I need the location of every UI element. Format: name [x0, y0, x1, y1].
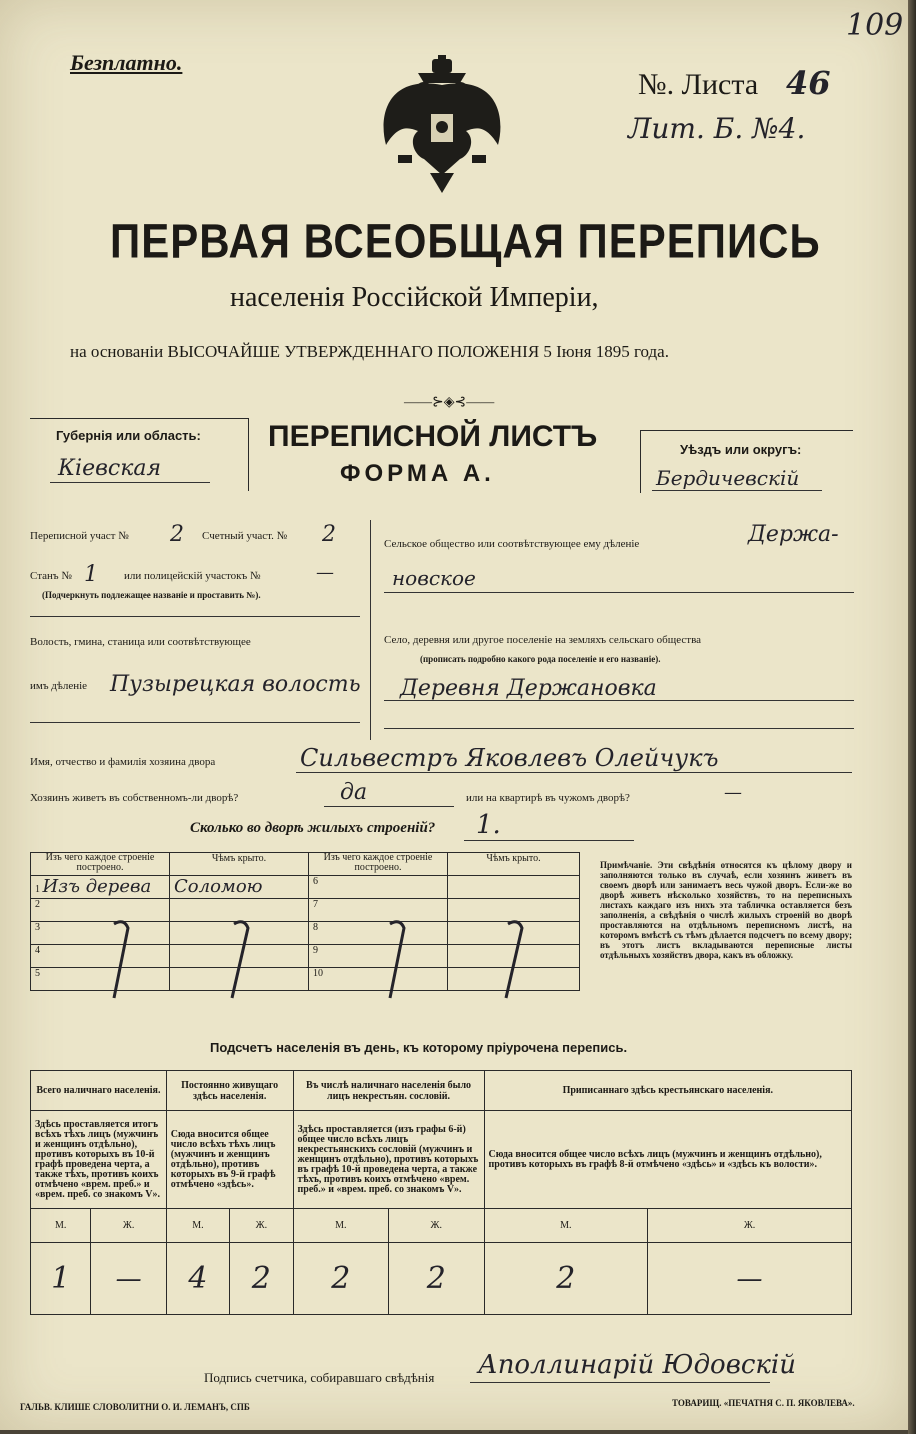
- buildings-col-material-2: Изъ чего каждое строеніе построено.: [309, 853, 448, 876]
- desc-registered-peasant: Сюда вносится общее число всѣхъ лицъ (мужчинъ и женщинъ отдѣльно), противъ которыхъ въ графѣ 8-й отмѣчено «здѣсь» и «здѣсь къ волости».: [484, 1111, 851, 1209]
- sheet-letter-code: Лит. Б. №4.: [628, 112, 806, 145]
- permanent-female: 2: [230, 1243, 293, 1315]
- permanent-male: 4: [166, 1243, 229, 1315]
- buildings-value: 1.: [476, 810, 501, 840]
- col-registered-peasant: Приписаннаго здѣсь крестьянскаго населенія.: [484, 1071, 851, 1111]
- census-area-value: 2: [170, 522, 184, 547]
- population-heading: Подсчетъ населенія въ день, къ которому пріурочена перепись.: [210, 1040, 628, 1055]
- district-value: Бердичевскій: [656, 466, 800, 490]
- main-title: ПЕРВАЯ ВСЕОБЩАЯ ПЕРЕПИСЬ: [110, 214, 821, 269]
- volost-value: Пузырецкая волость: [110, 672, 361, 697]
- volost-label: Волость, гмина, станица или соотвѣтствующее: [30, 636, 251, 648]
- sheet-number-label: №. Листа: [638, 68, 759, 101]
- count-area-label: Счетный участ. №: [202, 530, 288, 542]
- owner-name-value: Сильвестръ Яковлевъ Олейчукъ: [300, 744, 719, 772]
- ditto-strokes: [30, 900, 580, 1010]
- apartment-value: —: [724, 782, 742, 803]
- buildings-label: Сколько во дворѣ жилыхъ строеній?: [190, 820, 436, 836]
- col-non-peasant: Въ числѣ наличнаго населенія было лицъ некрестьян. сословій.: [293, 1071, 484, 1111]
- roof-value: Соломою: [174, 876, 263, 897]
- signature-label: Подпись счетчика, собиравшаго свѣдѣнія: [204, 1370, 435, 1385]
- printer-right: ТОВАРИЩ. «ПЕЧАТНЯ С. П. ЯКОВЛЕВА».: [672, 1398, 855, 1408]
- buildings-col-roof-1: Чѣмъ крыто.: [170, 853, 309, 876]
- apartment-label: или на квартирѣ въ чужомъ дворѣ?: [466, 792, 630, 804]
- total-present-female: —: [91, 1243, 166, 1315]
- stan-label: Станъ №: [30, 570, 72, 582]
- corner-page-number: 109: [846, 8, 904, 43]
- district-label: Уѣздъ или округъ:: [680, 442, 802, 457]
- material-value: Изъ дерева: [42, 876, 152, 897]
- province-label: Губернія или область:: [56, 428, 201, 443]
- police-area-value: —: [316, 562, 334, 583]
- desc-permanent: Сюда вносится общее число всѣхъ тѣхъ лицъ (мужчинъ и женщинъ отдѣльно), противъ которыхъ въ 9-й графѣ отмѣчено «здѣсь».: [166, 1111, 293, 1209]
- subtitle: населенія Россійской Имперіи,: [230, 282, 599, 313]
- census-area-label: Переписной участ №: [30, 530, 129, 542]
- volost-label-2: имъ дѣленіе: [30, 680, 88, 692]
- registered-female: —: [648, 1243, 852, 1315]
- own-yard-label: Хозяинъ живетъ въ собственномъ-ли дворѣ?: [30, 792, 239, 804]
- underline-note: (Подчеркнуть подлежащее названіе и проставить №).: [42, 590, 261, 600]
- col-permanent: Постоянно живущаго здѣсь населенія.: [166, 1071, 293, 1111]
- stan-value: 1: [84, 562, 98, 587]
- sheet-number-value: 46: [786, 64, 831, 102]
- total-present-male: 1: [31, 1243, 91, 1315]
- police-area-label: или полицейскій участокъ №: [124, 570, 261, 582]
- buildings-col-material-1: Изъ чего каждое строеніе построено.: [31, 853, 170, 876]
- owner-name-label: Имя, отчество и фамилія хозяина двора: [30, 756, 216, 768]
- non-peasant-male: 2: [293, 1243, 389, 1315]
- province-value: Кіевская: [58, 456, 162, 481]
- count-area-value: 2: [322, 522, 336, 547]
- desc-non-peasant: Здѣсь проставляется (изъ графы 6-й) общее число всѣхъ лицъ некрестьянскихъ сословій (мужчинъ и женщинъ отдѣльно), противъ которыхъ въ графѣ 10-й проведена черта, а также тѣхъ, противъ коихъ отмѣчено «врем. преб.» и «врем. преб. со знакомъ V».: [293, 1111, 484, 1209]
- buildings-col-roof-2: Чѣмъ крыто.: [448, 853, 580, 876]
- form-title: ПЕРЕПИСНОЙ ЛИСТЪ: [268, 420, 598, 453]
- village-society-value-2: новское: [392, 566, 476, 590]
- village-society-value: Держа-: [748, 522, 839, 547]
- settlement-label: Село, деревня или другое поселеніе на земляхъ сельскаго общества: [384, 634, 702, 646]
- basis-line: на основаніи ВЫСОЧАЙШЕ УТВЕРЖДЕННАГО ПОЛОЖЕНІЯ 5 Іюня 1895 года.: [70, 342, 669, 361]
- page-edge: [908, 0, 916, 1434]
- settlement-value: Деревня Держановка: [400, 676, 657, 701]
- signature-value: Аполлинарій Юдовскій: [478, 1350, 796, 1380]
- buildings-note: Примѣчаніе. Эти свѣдѣнія относятся къ цѣлому двору и заполняются только въ случаѣ, если хозяинъ живетъ въ своемъ дворѣ или занимаетъ весь чужой дворъ. Если-же во дворѣ живетъ нѣсколько хозяйствъ, то на переписныхъ листахъ каждаго изъ нихъ эта табличка оставляется безъ заполненія, а свѣдѣнія о числѣ жилыхъ строеній во дворѣ проставляются на отдѣльномъ переписномъ листѣ, на которомъ вмѣстѣ съ тѣмъ дѣлается подсчетъ по всему двору; въ этотъ листъ вкладываются переписные листы отдѣльныхъ хозяйствъ двора, какъ въ обложку.: [600, 860, 852, 960]
- population-table: Всего наличнаго населенія. Постоянно живущаго здѣсь населенія. Въ числѣ наличнаго населенія было лицъ некрестьян. сословій. Приписаннаго здѣсь крестьянскаго населенія. Здѣсь проставляется итогъ всѣхъ тѣхъ лицъ (мужчинъ и женщинъ отдѣльно), противъ которыхъ въ 10-й графѣ проведена черта, а также тѣхъ, противъ коихъ отмѣчено «врем. преб.» и «врем. преб. со знакомъ V». Сюда вносится общее число всѣхъ тѣхъ лицъ (мужчинъ и женщинъ отдѣльно), противъ которыхъ въ 9-й графѣ отмѣчено «здѣсь». Здѣсь проставляется (изъ графы 6-й) общее число всѣхъ лицъ некрестьянскихъ сословій (мужчинъ и женщинъ отдѣльно), противъ которыхъ въ графѣ 10-й проведена черта, а также тѣхъ, противъ коихъ отмѣчено «врем. преб.» и «врем. преб. со знакомъ V». Сюда вносится общее число всѣхъ лицъ (мужчинъ и женщинъ отдѣльно), противъ которыхъ въ графѣ 8-й отмѣчено «здѣсь» и «здѣсь къ волости». М. Ж. М. Ж. М. Ж. М. Ж. 1 — 4 2 2 2 2 —: [30, 1070, 852, 1315]
- own-yard-value: да: [340, 780, 368, 805]
- form-letter: ФОРМА А.: [340, 460, 495, 487]
- printer-left: ГАЛЬВ. КЛИШЕ СЛОВОЛИТНИ О. И. ЛЕМАНЪ, СПБ: [20, 1402, 250, 1412]
- ornament: ——⊱◈⊰——: [404, 395, 495, 410]
- village-society-label: Сельское общество или соотвѣтствующее ему дѣленіе: [384, 538, 640, 550]
- free-label: Безплатно.: [70, 50, 183, 75]
- settlement-note: (прописать подробно какого рода поселеніе и его названіе).: [420, 654, 661, 664]
- desc-total-present: Здѣсь проставляется итогъ всѣхъ тѣхъ лицъ (мужчинъ и женщинъ отдѣльно), противъ которыхъ въ 10-й графѣ проведена черта, а также тѣхъ, противъ коихъ отмѣчено «врем. преб.» и «врем. преб. со знакомъ V».: [31, 1111, 167, 1209]
- registered-male: 2: [484, 1243, 648, 1315]
- non-peasant-female: 2: [389, 1243, 485, 1315]
- imperial-eagle-icon: [378, 55, 506, 195]
- col-total-present: Всего наличнаго населенія.: [31, 1071, 167, 1111]
- buildings-table: Изъ чего каждое строеніе построено. Чѣмъ крыто. Изъ чего каждое строеніе построено. Чѣмъ крыто. 1 Изъ дерева Соломою 6 2 7 3 8 4 9 5 10: [30, 852, 580, 991]
